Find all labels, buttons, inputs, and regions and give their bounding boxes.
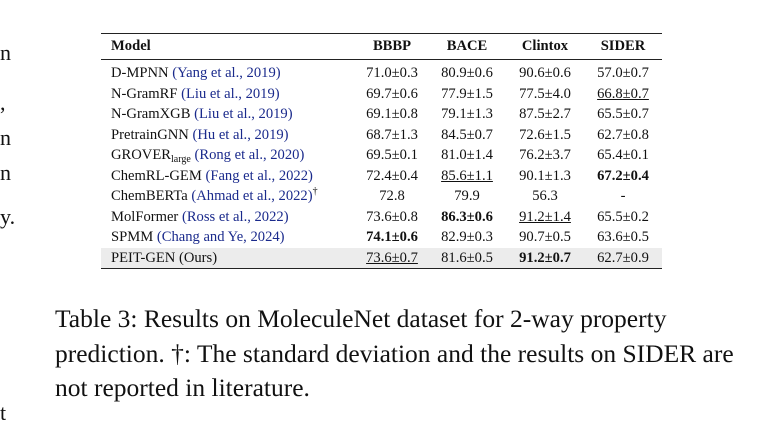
score-cell-sider: 66.8±0.7 [597,85,649,102]
citation-link[interactable]: (Ross et al., 2022) [181,208,289,225]
citation-link[interactable]: (Fang et al., 2022) [205,167,313,184]
table-row [101,125,662,146]
table-row [101,207,662,228]
score-cell-sider: 67.2±0.4 [597,167,649,184]
score-cell-bace: 77.9±1.5 [441,85,493,102]
edge-glyph: , [0,90,6,115]
header-clintox: Clintox [521,38,569,55]
score-cell-bbbp: 71.0±0.3 [366,65,418,81]
table-row [101,60,662,84]
citation-link[interactable]: (Liu et al., 2019) [194,106,293,122]
score-cell-bbbp: 69.1±0.8 [366,106,418,122]
model-cell [101,104,356,125]
score-cell-sider: 62.7±0.8 [597,126,649,143]
model-name: D-MPNN [111,65,169,81]
score-cell-bbbp: 69.7±0.6 [366,85,418,102]
model-cell [101,207,356,228]
model-subscript: large [171,154,191,165]
model-cell [101,186,356,207]
edge-glyph: n [0,125,11,150]
citation-link[interactable]: (Chang and Ye, 2024) [156,229,285,245]
edge-glyph: n [0,40,11,65]
score-cell-clintox: 90.7±0.5 [519,229,571,245]
model-cell [101,125,356,146]
score-cell-bace: 80.9±0.6 [441,65,493,81]
header-bbbp: BBBP [372,38,412,55]
score-cell-clintox: 91.2±1.4 [519,208,571,225]
table-row [101,248,662,269]
score-cell-bace: 85.6±1.1 [441,167,493,184]
model-name: N-GramRF [111,85,178,102]
score-cell-clintox: 90.6±0.6 [519,65,571,81]
score-cell-sider: 65.4±0.1 [597,147,649,163]
score-cell-bace: 84.5±0.7 [441,126,493,143]
edge-glyph: y. [0,204,16,229]
score-cell-sider: 65.5±0.2 [597,208,649,225]
score-cell-sider: 62.7±0.9 [584,248,662,269]
edge-glyph: n [0,160,11,185]
score-cell-bbbp: 72.4±0.4 [366,167,418,184]
score-cell-bbbp: 68.7±1.3 [366,126,418,143]
table-row [101,186,662,207]
score-cell-bace: 79.1±1.3 [441,106,493,122]
model-cell [101,166,356,187]
model-name: MolFormer [111,208,179,225]
left-margin-fragments [0,0,14,438]
table-header-row [101,34,662,60]
score-cell-clintox: 72.6±1.5 [519,126,571,143]
model-cell [101,227,356,248]
citation-link[interactable]: (Yang et al., 2019) [172,65,281,81]
score-cell-sider: 57.0±0.7 [597,65,649,81]
score-cell-bbbp: 72.8 [379,188,405,204]
edge-glyph: t [0,400,7,425]
model-name: ChemBERTa [111,188,188,204]
table-row [101,104,662,125]
results-table [101,33,662,269]
table-row [101,145,662,166]
model-name: SPMM [111,229,154,245]
dagger-footnote-mark: † [312,186,318,198]
citation-link[interactable]: (Liu et al., 2019) [181,85,280,102]
model-name: GROVER [111,147,171,163]
header-bace: BACE [446,38,488,55]
score-cell-bace: 79.9 [454,188,480,204]
results-table-container [101,33,662,269]
score-cell-bbbp: 74.1±0.6 [366,229,418,245]
score-cell-sider: - [620,188,626,204]
score-cell-clintox: 90.1±1.3 [519,167,571,184]
citation-link[interactable]: (Ahmad et al., 2022) [191,188,313,204]
score-cell-bbbp: 73.6±0.7 [356,248,428,269]
model-cell [101,248,356,269]
score-cell-bbbp: 73.6±0.8 [366,208,418,225]
model-name: PretrainGNN [111,126,189,143]
score-cell-clintox: 56.3 [532,188,558,204]
score-cell-bace: 82.9±0.3 [441,229,493,245]
header-sider: SIDER [600,38,646,55]
citation-link[interactable]: (Hu et al., 2019) [192,126,289,143]
model-name: ChemRL-GEM [111,167,202,184]
model-cell [101,145,356,166]
table-row [101,227,662,248]
model-cell [101,60,356,84]
model-name: PEIT-GEN (Ours) [111,249,218,266]
score-cell-bace: 86.3±0.6 [441,208,493,225]
header-model: Model [111,38,151,55]
table-caption: Table 3: Results on MoleculeNet dataset for 2-way property prediction. †: The standard deviation and the results on SIDER are not reported in literature. [55,304,734,402]
model-cell [101,84,356,105]
score-cell-bace: 81.0±1.4 [441,147,493,163]
score-cell-clintox: 77.5±4.0 [519,85,571,102]
score-cell-bace: 81.6±0.5 [428,248,506,269]
citation-link[interactable]: (Rong et al., 2020) [194,147,305,163]
model-name: N-GramXGB [111,106,191,122]
table-row [101,166,662,187]
table-row [101,84,662,105]
score-cell-bbbp: 69.5±0.1 [366,147,418,163]
score-cell-clintox: 76.2±3.7 [519,147,571,163]
score-cell-clintox: 87.5±2.7 [519,106,571,122]
score-cell-sider: 63.6±0.5 [597,229,649,245]
score-cell-clintox: 91.2±0.7 [506,248,584,269]
score-cell-sider: 65.5±0.7 [597,106,649,122]
